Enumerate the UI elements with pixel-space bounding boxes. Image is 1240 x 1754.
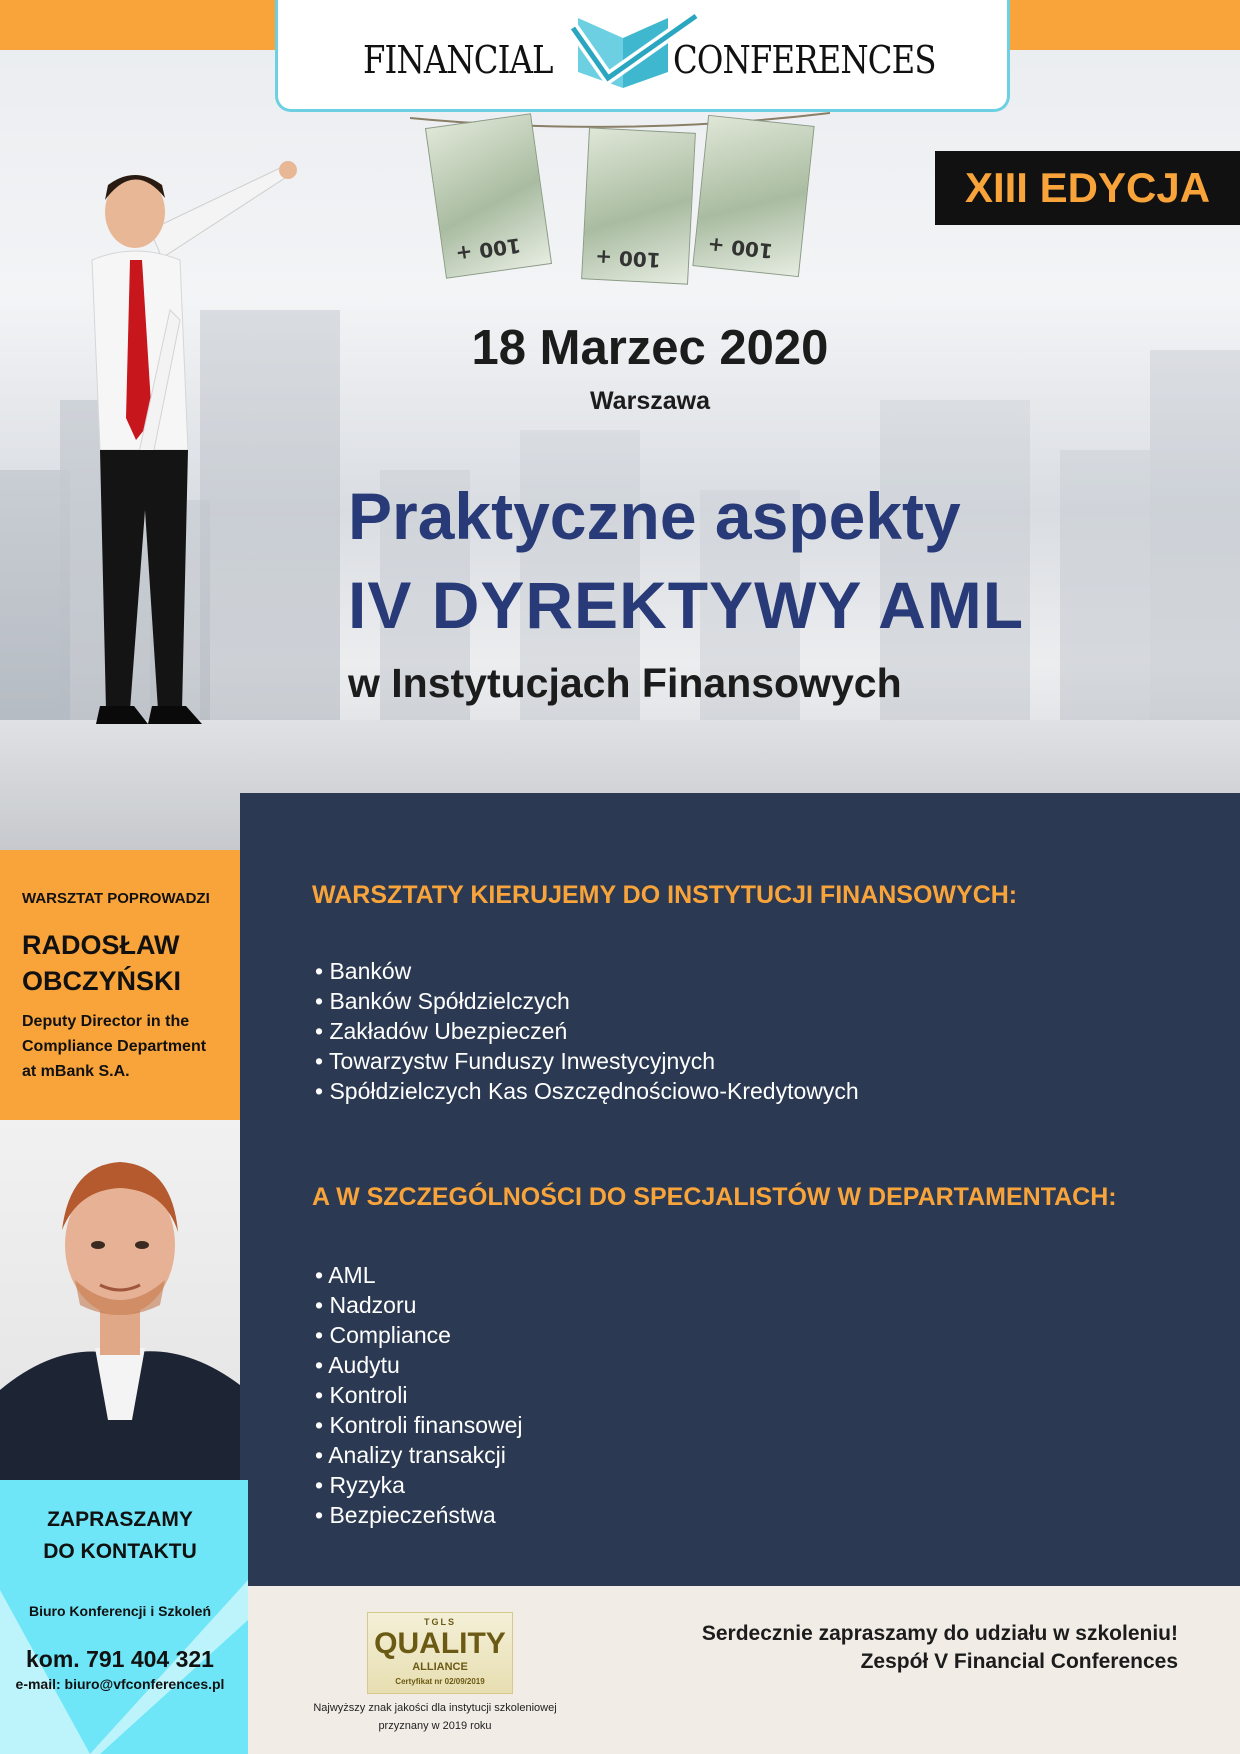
leader-label: WARSZTAT POPROWADZI: [22, 890, 210, 907]
institutions-heading: WARSZTATY KIERUJEMY DO INSTYTUCJI FINANSOWYCH:: [312, 881, 1018, 909]
top-orange-strip: [0, 0, 275, 50]
leader-photo: [0, 1120, 240, 1480]
quality-badge-cert: Certyfikat nr 02/09/2019: [395, 1677, 485, 1686]
event-title-line1: Praktyczne aspekty: [348, 479, 961, 553]
banknote: 100 +: [581, 127, 696, 284]
audience-panel: [240, 793, 1240, 1586]
edition-badge: XIII EDYCJA: [935, 151, 1240, 225]
list-item: • Bezpieczeństwa: [315, 1500, 523, 1530]
event-city: Warszawa: [590, 387, 710, 415]
list-item: • Towarzystw Funduszy Inwestycyjnych: [315, 1046, 859, 1076]
event-date: 18 Marzec 2020: [471, 321, 829, 375]
list-item: • Banków: [315, 956, 859, 986]
event-title-line2: IV DYREKTYWY AML: [348, 568, 1025, 642]
institutions-list: [315, 956, 859, 1106]
list-item: • Ryzyka: [315, 1470, 523, 1500]
city-building: [1060, 450, 1150, 730]
departments-heading: A W SZCZEGÓLNOŚCI DO SPECJALISTÓW W DEPARTAMENTACH:: [312, 1183, 1117, 1211]
list-item: • Audytu: [315, 1350, 523, 1380]
departments-list: [315, 1260, 523, 1530]
list-item: • Zakładów Ubezpieczeń: [315, 1016, 859, 1046]
invite-signature: Zespół V Financial Conferences: [860, 1650, 1178, 1673]
contact-title: ZAPRASZAMY: [47, 1508, 193, 1531]
city-building: [880, 400, 1030, 730]
logo-conferences: CONFERENCES: [673, 38, 936, 82]
banknote: 100 +: [425, 113, 552, 278]
contact-email: e-mail: biuro@vfconferences.pl: [15, 1676, 225, 1692]
quality-note: Najwyższy znak jakości dla instytucji szkoleniowej: [313, 1702, 557, 1714]
city-building: [1150, 350, 1240, 730]
portrait-illustration: [0, 1120, 240, 1480]
contact-title: DO KONTAKTU: [43, 1540, 197, 1563]
businessman-illustration: [30, 150, 300, 810]
event-title-line3: w Instytucjach Finansowych: [348, 660, 902, 706]
leader-role: Compliance Department: [22, 1038, 207, 1055]
quality-badge-main: QUALITY: [374, 1627, 506, 1660]
top-orange-strip: [1010, 0, 1240, 50]
leader-name-first: RADOSŁAW: [22, 930, 180, 960]
quality-note: przyznany w 2019 roku: [378, 1720, 492, 1732]
list-item: • Banków Spółdzielczych: [315, 986, 859, 1016]
list-item: • Compliance: [315, 1320, 523, 1350]
list-item: • Spółdzielczych Kas Oszczędnościowo-Kredytowych: [315, 1076, 859, 1106]
invite-line: Serdecznie zapraszamy do udziału w szkoleniu!: [701, 1622, 1178, 1645]
list-item: • AML: [315, 1260, 523, 1290]
list-item: • Nadzoru: [315, 1290, 523, 1320]
contact-office: Biuro Konferencji i Szkoleń: [28, 1603, 212, 1619]
list-item: • Kontroli finansowej: [315, 1410, 523, 1440]
contact-phone: kom. 791 404 321: [26, 1646, 214, 1672]
quality-badge: [367, 1612, 513, 1694]
leader-role: at mBank S.A.: [22, 1063, 130, 1080]
list-item: • Analizy transakcji: [315, 1440, 523, 1470]
quality-badge-sub: ALLIANCE: [412, 1661, 468, 1673]
leader-name-last: OBCZYŃSKI: [22, 966, 182, 996]
quality-badge-top: TGLS: [424, 1617, 456, 1627]
leader-role: Deputy Director in the: [22, 1013, 190, 1030]
logo-box: [275, 0, 1010, 112]
banknote: 100 +: [692, 115, 814, 277]
logo-financial: FINANCIAL: [363, 38, 553, 82]
list-item: • Kontroli: [315, 1380, 523, 1410]
